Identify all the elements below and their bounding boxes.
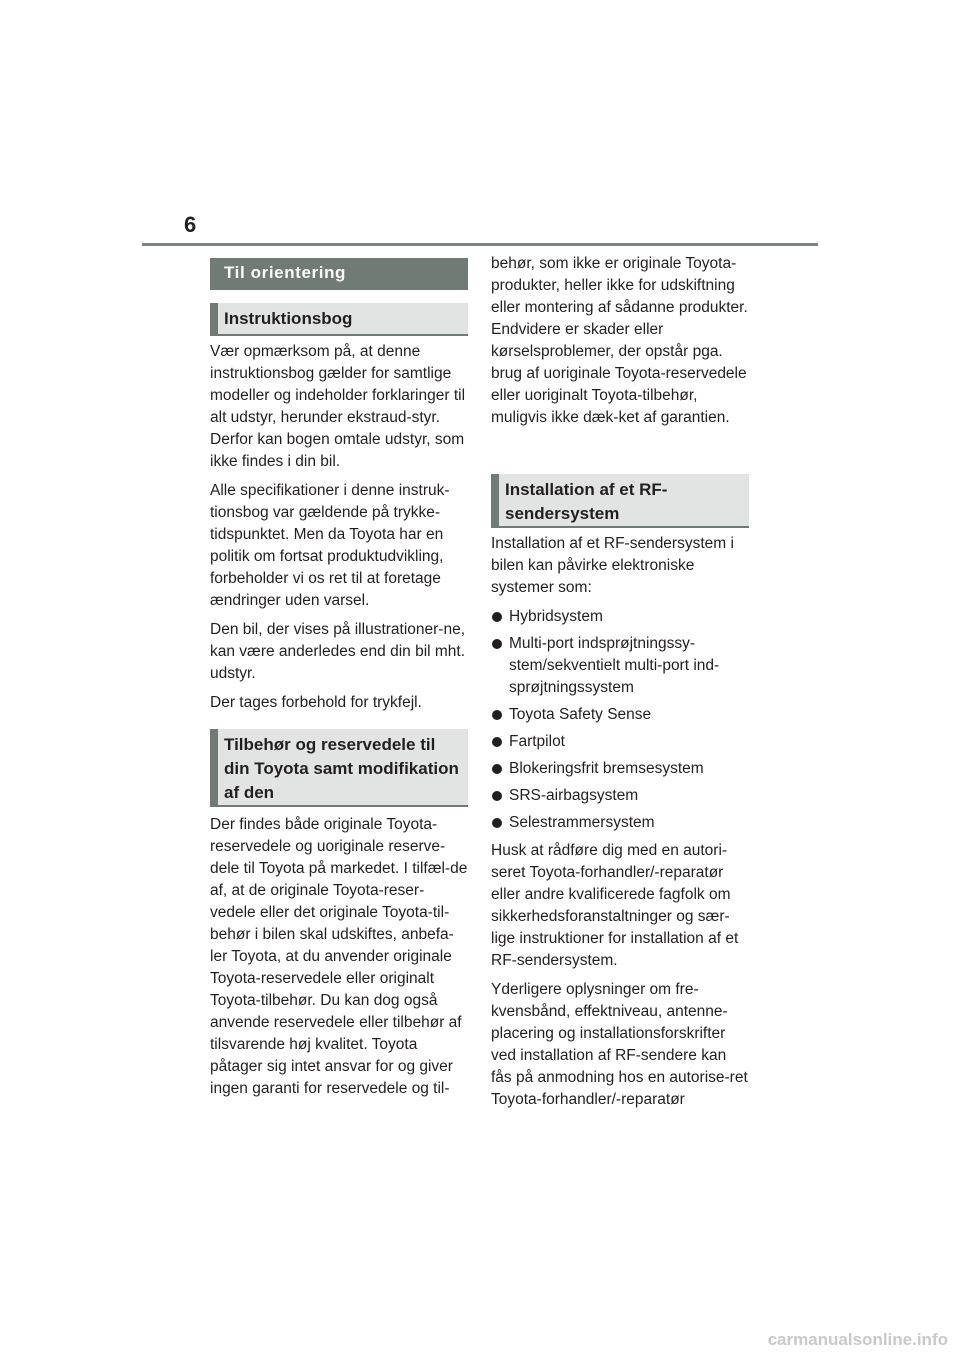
section-title-bar: Til orientering: [210, 258, 468, 290]
list-item: SRS-airbagsystem: [491, 785, 749, 807]
bullet-icon: [492, 710, 502, 720]
bullet-icon: [492, 612, 502, 622]
paragraph: Husk at rådføre dig med en autori-seret Toyota-forhandler/-reparatør eller andre kvalificerede fagfolk om sikkerhedsforanstaltninger og sær-lige instruktioner for installation af et RF-sendersystem.: [491, 842, 739, 969]
paragraph: behør, som ikke er originale Toyota-produkter, heller ikke for udskiftning eller montering af sådanne produkter. Endvidere er skader eller kørselsproblemer, der opstår pga. brug af uoriginale Toyota-reservedele eller uoriginalt Toyota-tilbehør, muligvis ikke dæk-ket af garantien.: [491, 255, 748, 426]
list-item: Selestrammersystem: [491, 812, 749, 834]
list-item: Multi-port indsprøjtningssy-stem/sekventielt multi-port ind-sprøjtningssystem: [491, 633, 749, 699]
list-item: Blokeringsfrit bremsesystem: [491, 758, 749, 780]
paragraph: Yderligere oplysninger om fre-kvensbånd, effektniveau, antenne-placering og installationsforskrifter ved installation af RF-sendere kan fås på anmodning hos en autorise-ret Toyota-forhandler/-reparatør: [491, 981, 748, 1108]
list-item: Toyota Safety Sense: [491, 704, 749, 726]
list-item: Hybridsystem: [491, 606, 749, 628]
list-item: Fartpilot: [491, 731, 749, 753]
subhead-tilbehoer: Tilbehør og reservedele til din Toyota samt modifikation af den: [210, 729, 468, 807]
affected-systems-list: [491, 606, 749, 834]
bullet-icon: [492, 737, 502, 747]
bullet-icon: [492, 639, 502, 649]
subhead-instruktionsbog: Instruktionsbog: [210, 303, 468, 336]
rf-sendersystem-text: [491, 533, 749, 1118]
paragraph: Der findes både originale Toyota-reservedele og uoriginale reserve-dele til Toyota på markedet. I tilfæl-de af, at de originale Toyota-reser-vedele eller det originale Toyota-til-behør i bilen skal udskiftes, anbefa-ler Toyota, at du anvender originale Toyota-reservedele eller originalt Toyota-tilbehør. Du kan dog også anvende reservedele eller tilbehør af tilsvarende høj kvalitet. Toyota påtager sig intet ansvar for og giver ingen garanti for reservedele og til-: [210, 816, 468, 1097]
tilbehoer-text-continued: [491, 253, 749, 436]
bullet-icon: [492, 791, 502, 801]
tilbehoer-text: [210, 814, 468, 1107]
paragraph: Vær opmærksom på, at denne instruktionsbog gælder for samtlige modeller og indeholder forklaringer til alt udstyr, herunder ekstraud-styr. Derfor kan bogen omtale udstyr, som ikke findes i din bil.: [210, 343, 466, 470]
paragraph: Den bil, der vises på illustrationer-ne, kan være anderledes end din bil mht. udstyr.: [210, 621, 466, 682]
bullet-icon: [492, 818, 502, 828]
instruktionsbog-text: [210, 341, 468, 721]
paragraph: Der tages forbehold for trykfejl.: [210, 694, 422, 711]
page-number: 6: [184, 212, 197, 237]
header-divider: [142, 243, 818, 246]
subhead-rf-sendersystem: Installation af et RF-sendersystem: [491, 474, 749, 528]
watermark: carmanualsonline.info: [767, 1330, 948, 1349]
bullet-icon: [492, 764, 502, 774]
paragraph: Alle specifikationer i denne instruk-tionsbog var gældende på trykke-tidspunktet. Men da Toyota har en politik om fortsat produktudvikling, forbeholder vi os ret til at foretage ændringer uden varsel.: [210, 482, 450, 609]
paragraph: Installation af et RF-sendersystem i bilen kan påvirke elektroniske systemer som:: [491, 535, 734, 596]
